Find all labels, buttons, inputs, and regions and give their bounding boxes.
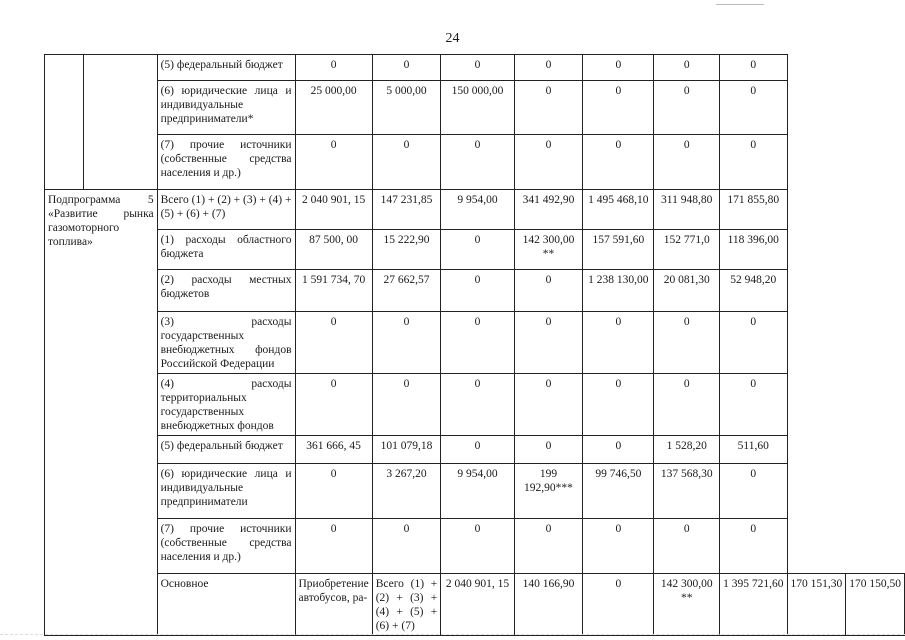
value-cell: 142 300,00 ** — [654, 574, 720, 636]
value-cell: 0 — [583, 312, 654, 374]
table-row — [45, 574, 905, 636]
value-cell: 0 — [441, 519, 515, 574]
source-cell: (7) прочие источники (собственные средства населения и др.) — [157, 135, 295, 190]
value-cell: 1 395 721,60 — [720, 574, 787, 636]
event-label: Приобретение автобусов, ра- — [295, 574, 372, 636]
value-cell: 0 — [514, 519, 583, 574]
value-cell: 0 — [720, 374, 787, 436]
value-cell: 87 500, 00 — [295, 230, 372, 270]
source-cell: (6) юридические лица и индивидуальные предприниматели* — [157, 81, 295, 135]
value-cell: 150 000,00 — [441, 81, 515, 135]
table-row — [45, 436, 905, 464]
value-cell: 0 — [654, 135, 720, 190]
value-cell: 99 746,50 — [583, 464, 654, 519]
value-cell: 27 662,57 — [372, 270, 441, 312]
value-cell: 15 222,90 — [372, 230, 441, 270]
value-cell: 0 — [514, 81, 583, 135]
bottom-rule — [0, 634, 905, 635]
value-cell: 0 — [583, 519, 654, 574]
value-cell: 157 591,60 — [583, 230, 654, 270]
value-cell: 0 — [720, 135, 787, 190]
source-cell: (3) расходы государственных внебюджетных фондов Российской Федерации — [157, 312, 295, 374]
value-cell: 0 — [583, 436, 654, 464]
value-cell: 0 — [295, 312, 372, 374]
value-cell: 0 — [514, 55, 583, 81]
value-cell: 5 000,00 — [372, 81, 441, 135]
source-cell: Всего (1) + (2) + (3) + (4) + (5) + (6) + (7) — [157, 190, 295, 230]
value-cell: 0 — [654, 81, 720, 135]
main-event-label: Основное — [157, 574, 295, 636]
value-cell: 0 — [295, 519, 372, 574]
empty-cell — [83, 55, 157, 190]
value-cell: 0 — [583, 574, 654, 636]
value-cell: 0 — [720, 312, 787, 374]
source-cell: (6) юридические лица и индивидуальные предприниматели — [157, 464, 295, 519]
budget-table — [44, 54, 905, 636]
value-cell: 3 267,20 — [372, 464, 441, 519]
value-cell: 0 — [372, 519, 441, 574]
value-cell: 0 — [720, 519, 787, 574]
value-cell: 9 954,00 — [441, 190, 515, 230]
value-cell: 0 — [514, 312, 583, 374]
value-cell: 20 081,30 — [654, 270, 720, 312]
value-cell: 0 — [720, 81, 787, 135]
value-cell: 0 — [441, 312, 515, 374]
value-cell: 0 — [514, 270, 583, 312]
value-cell: 140 166,90 — [514, 574, 583, 636]
value-cell: 0 — [295, 464, 372, 519]
value-cell: 2 040 901, 15 — [295, 190, 372, 230]
value-cell: 0 — [441, 270, 515, 312]
page-number: 24 — [445, 31, 460, 46]
value-cell: 0 — [514, 436, 583, 464]
table-row — [45, 464, 905, 519]
value-cell: 1 495 468,10 — [583, 190, 654, 230]
source-cell: Всего (1) + (2) + (3) + (4) + (5) + (6) + (7) — [372, 574, 441, 636]
value-cell: 0 — [372, 55, 441, 81]
table-body — [45, 55, 905, 636]
value-cell: 137 568,30 — [654, 464, 720, 519]
value-cell: 0 — [583, 374, 654, 436]
value-cell: 0 — [720, 464, 787, 519]
value-cell: 25 000,00 — [295, 81, 372, 135]
value-cell: 0 — [295, 55, 372, 81]
table-row — [45, 55, 905, 81]
value-cell: 0 — [295, 374, 372, 436]
value-cell: 0 — [372, 135, 441, 190]
value-cell: 361 666, 45 — [295, 436, 372, 464]
empty-cell — [45, 55, 84, 190]
value-cell: 147 231,85 — [372, 190, 441, 230]
value-cell: 0 — [514, 374, 583, 436]
value-cell: 0 — [372, 312, 441, 374]
value-cell: 1 528,20 — [654, 436, 720, 464]
value-cell: 101 079,18 — [372, 436, 441, 464]
source-cell: (5) федеральный бюджет — [157, 436, 295, 464]
source-cell: (5) федеральный бюджет — [157, 55, 295, 81]
table-row — [45, 374, 905, 436]
value-cell: 0 — [514, 135, 583, 190]
value-cell: 118 396,00 — [720, 230, 787, 270]
value-cell: 52 948,20 — [720, 270, 787, 312]
table-row — [45, 519, 905, 574]
value-cell: 0 — [295, 135, 372, 190]
value-cell: 1 238 130,00 — [583, 270, 654, 312]
value-cell: 0 — [441, 135, 515, 190]
value-cell: 2 040 901, 15 — [441, 574, 515, 636]
value-cell: 0 — [583, 81, 654, 135]
value-cell: 170 151,30 — [787, 574, 846, 636]
value-cell: 0 — [372, 374, 441, 436]
table-row — [45, 312, 905, 374]
value-cell: 0 — [441, 230, 515, 270]
source-cell: (2) расходы местных бюджетов — [157, 270, 295, 312]
value-cell: 142 300,00 ** — [514, 230, 583, 270]
value-cell: 152 771,0 — [654, 230, 720, 270]
value-cell: 0 — [654, 519, 720, 574]
value-cell: 1 591 734, 70 — [295, 270, 372, 312]
table-row — [45, 135, 905, 190]
value-cell: 0 — [441, 374, 515, 436]
source-cell: (4) расходы территориальных государственных внебюджетных фондов — [157, 374, 295, 436]
table-row — [45, 81, 905, 135]
subprogram-label: Подпрограмма 5 «Развитие рынка газомоторного топлива» — [45, 190, 158, 636]
table-row — [45, 190, 905, 230]
value-cell: 341 492,90 — [514, 190, 583, 230]
value-cell: 511,60 — [720, 436, 787, 464]
value-cell: 9 954,00 — [441, 464, 515, 519]
value-cell: 0 — [441, 436, 515, 464]
table-row — [45, 230, 905, 270]
source-cell: (1) расходы областного бюджета — [157, 230, 295, 270]
source-cell: (7) прочие источники (собственные средства населения и др.) — [157, 519, 295, 574]
value-cell: 0 — [720, 55, 787, 81]
top-rule — [716, 4, 764, 5]
value-cell: 0 — [583, 55, 654, 81]
value-cell: 311 948,80 — [654, 190, 720, 230]
value-cell: 0 — [654, 312, 720, 374]
table-row — [45, 270, 905, 312]
value-cell: 171 855,80 — [720, 190, 787, 230]
value-cell: 170 150,50 — [846, 574, 905, 636]
value-cell: 199 192,90*** — [514, 464, 583, 519]
value-cell: 0 — [441, 55, 515, 81]
value-cell: 0 — [583, 135, 654, 190]
value-cell: 0 — [654, 374, 720, 436]
value-cell: 0 — [654, 55, 720, 81]
